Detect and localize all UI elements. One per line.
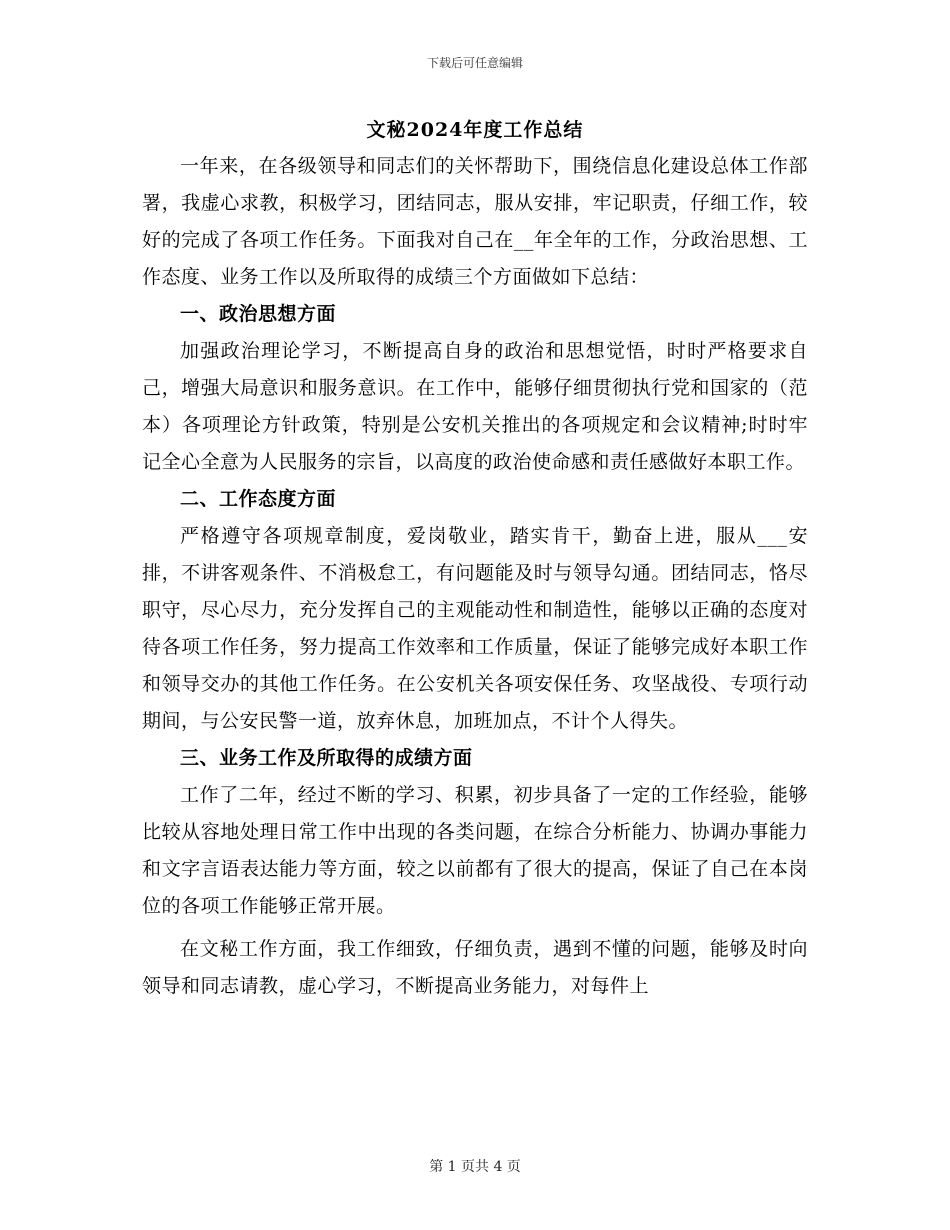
header-note: 下载后可任意编辑: [426, 56, 523, 70]
document-body: [142, 148, 808, 1005]
section-heading-business: 三、业务工作及所取得的成绩方面: [180, 747, 473, 769]
section-paragraph-attitude: 严格遵守各项规章制度，爱岗敬业，踏实肯干，勤奋上进，服从___安排，不讲客观条件、不消极怠工，有问题能及时与领导勾通。团结同志，恪尽职守，尽心尽力，充分发挥自己的主观能动性和制造性，能够以正确的态度对待各项工作任务，努力提高工作效率和工作质量，保证了能够完成好本职工作和领导交办的其他工作任务。在公安机关各项安保任务、攻坚战役、专项行动期间，与公安民警一道，放弃休息，加班加点，不计个人得失。: [142, 525, 808, 732]
section-paragraph-business: 工作了二年，经过不断的学习、积累，初步具备了一定的工作经验，能够比较从容地处理日常工作中出现的各类问题，在综合分析能力、协调办事能力和文字言语表达能力等方面，较之以前都有了很大的提高，保证了自己在本岗位的各项工作能够正常开展。: [142, 784, 808, 917]
section-paragraph-politics: 加强政治理论学习，不断提高自身的政治和思想觉悟，时时严格要求自己，增强大局意识和服务意识。在工作中，能够仔细贯彻执行党和国家的（范本）各项理论方针政策，特别是公安机关推出的各项规定和会议精神;时时牢记全心全意为人民服务的宗旨，以高度的政治使命感和责任感做好本职工作。: [142, 340, 808, 473]
section-heading-politics: 一、政治思想方面: [180, 303, 337, 325]
document-title: 文秘2024年度工作总结: [366, 119, 584, 141]
section-heading-attitude: 二、工作态度方面: [180, 488, 337, 510]
intro-paragraph: 一年来，在各级领导和同志们的关怀帮助下，围绕信息化建设总体工作部署，我虚心求教，积极学习，团结同志，服从安排，牢记职责，仔细工作，较好的完成了各项工作任务。下面我对自己在__年全年的工作，分政治思想、工作态度、业务工作以及所取得的成绩三个方面做如下总结：: [142, 155, 808, 288]
page-footer: 第 1 页共 4 页: [429, 1159, 521, 1175]
section-paragraph-secretarial: 在文秘工作方面，我工作细致，仔细负责，遇到不懂的问题，能够及时向领导和同志请教，虚心学习，不断提高业务能力，对每件上: [142, 938, 808, 997]
